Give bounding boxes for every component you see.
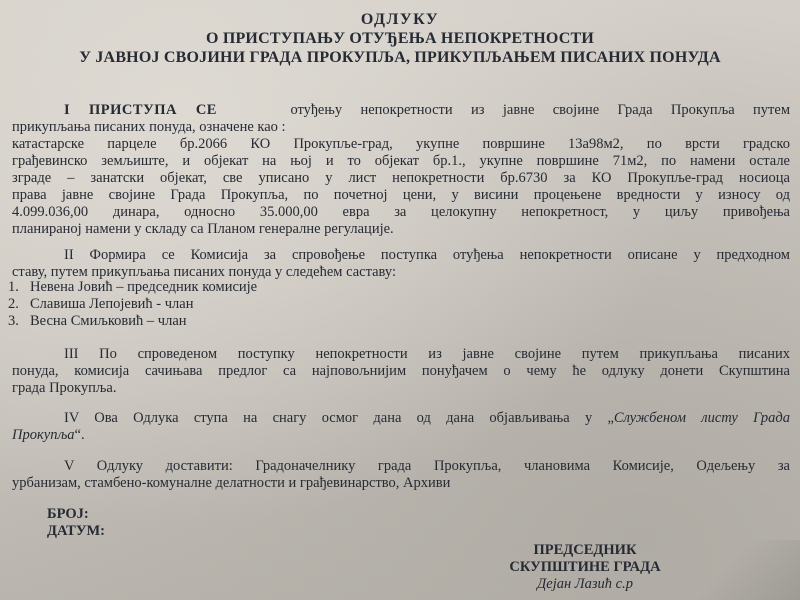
signatory-name: Дејан Лазић с.р	[537, 576, 633, 592]
title-line-scope: У ЈАВНОЈ СВОЈИНИ ГРАДА ПРОКУПЉА, ПРИКУПЉАЊЕМ ПИСАНИХ ПОНУДА	[79, 49, 721, 66]
section-1-lead: I ПРИСТУПА СЕ	[64, 102, 217, 118]
member-number: 3.	[8, 313, 19, 329]
member-number: 1.	[8, 279, 19, 295]
list-item	[8, 313, 257, 330]
section-1-line: I ПРИСТУПА СЕ отуђењу непокретности из јавне својине Града Прокупља путем	[64, 102, 790, 118]
section-1-line: зграде – занатски објекат, све уписано у лист непокретности бр.6730 за КО Прокупље-град носиоца	[12, 170, 790, 186]
reference-labels	[47, 506, 105, 540]
document-title	[0, 10, 800, 67]
section-4-line: IV Ова Одлука ступа на снагу осмог дана од дана објављивања у „Службеном листу Града	[64, 410, 790, 426]
date-label: ДАТУМ:	[47, 523, 105, 539]
number-label: БРОЈ:	[47, 506, 89, 522]
list-item	[8, 296, 257, 313]
section-3-line: града Прокупља.	[12, 380, 117, 396]
official-gazette-city: Прокупља	[12, 427, 75, 443]
section-1-line: катастарске парцеле бр.2066 КО Прокупље-град, укупне површине 13а98м2, по врсти градско	[12, 136, 790, 152]
section-1-line: 4.099.036,00 динара, односно 35.000,00 евра за целокупну непокретност, у циљу привођења	[12, 204, 790, 220]
member-text: Славиша Лепојевић - члан	[30, 296, 194, 312]
section-2-line: II Формира се Комисија за спровођење поступка отуђења непокретности описане у предходном	[64, 247, 790, 263]
section-1-line: права јавне својине Града Прокупља, по почетној цени, у висини процењене вредности у износу од	[12, 187, 790, 203]
signatory-body: СКУПШТИНЕ ГРАДА	[509, 559, 661, 575]
signatory-title: ПРЕДСЕДНИК	[533, 542, 637, 558]
member-text: Весна Смиљковић – члан	[30, 313, 187, 329]
signature-block	[480, 542, 690, 593]
section-1-line: планираној намени у складу са Планом генералне регулације.	[12, 221, 394, 237]
official-gazette-name: Службеном листу Града	[613, 410, 790, 426]
section-4-line: Прокупља“.	[12, 427, 85, 443]
section-2-paragraph	[12, 247, 790, 281]
commission-members-list	[8, 279, 257, 330]
section-5-line: урбанизам, стамбено-комуналне делатности и грађевинарство, Архиви	[12, 475, 451, 491]
section-5-line: V Одлуку доставити: Градоначелнику града Прокупља, члановима Комисије, Одељењу за	[64, 458, 790, 474]
list-item	[8, 279, 257, 296]
member-number: 2.	[8, 296, 19, 312]
section-3-line: III По спроведеном поступку непокретности из јавне својине путем прикупљања писаних	[64, 346, 790, 362]
section-5-paragraph	[12, 458, 790, 492]
section-2-line: ставу, путем прикупљања писаних понуда у следећем саставу:	[12, 264, 396, 280]
title-line-decision: ОДЛУКУ	[360, 11, 440, 28]
section-1-line: прикупљања писаних понуда, означене као :	[12, 119, 286, 135]
section-1-paragraph	[12, 102, 790, 238]
member-text: Невена Јовић – председник комисије	[30, 279, 258, 295]
section-4-paragraph	[12, 410, 790, 444]
section-1-line: грађевинско земљиште, и објекат на њој и то објекат бр.1., укупне површине 71м2, по намени остале	[12, 153, 790, 169]
title-line-subject: О ПРИСТУПАЊУ ОТУЂЕЊА НЕПОКРЕТНОСТИ	[205, 30, 595, 47]
section-3-paragraph	[12, 346, 790, 397]
section-3-line: понуда, комисија сачињава предлог са најповољнијим понуђачем о чему ће одлуку донети Скупштина	[12, 363, 790, 379]
